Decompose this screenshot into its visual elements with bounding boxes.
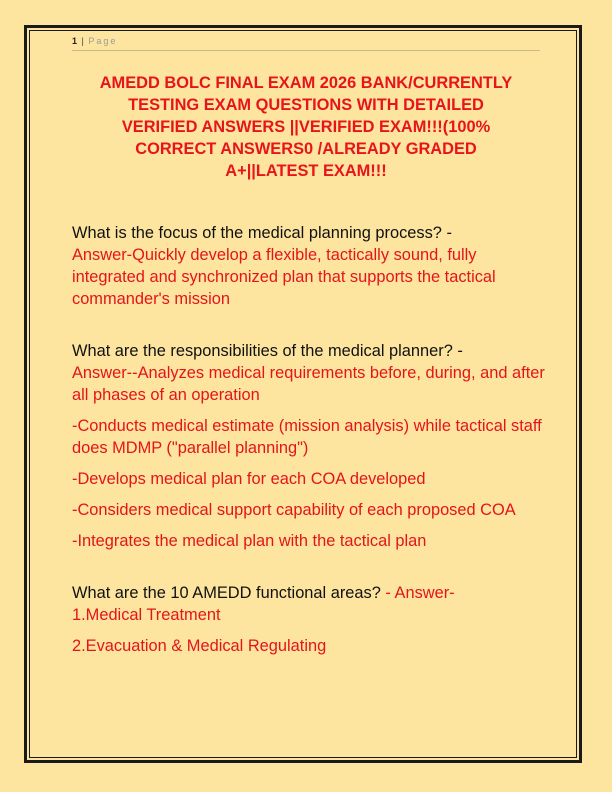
question-line [72,582,548,604]
answer-item: -Develops medical plan for each COA developed [72,470,426,488]
answer-item: 2.Evacuation & Medical Regulating [72,637,327,655]
answer-item: -Integrates the medical plan with the tactical plan [72,532,427,550]
answer-item: -Conducts medical estimate (mission analysis) while tactical staff does MDMP ("parallel planning") [72,417,542,457]
page-separator: | [81,36,84,46]
document-title [72,72,540,182]
page-word: Page [88,36,118,46]
question-text: What are the responsibilities of the medical planner? - [72,342,463,360]
question-text: What are the 10 AMEDD functional areas? [72,584,381,602]
title-line: A+||LATEST EXAM!!! [225,162,387,180]
question-text: What is the focus of the medical planning process? - [72,224,452,242]
page-number: 1 [72,36,78,46]
qa-block [72,582,548,657]
title-line: CORRECT ANSWERS0 /ALREADY GRADED [135,140,477,158]
title-line: VERIFIED ANSWERS ||VERIFIED EXAM!!!(100% [121,118,491,136]
title-line: AMEDD BOLC FINAL EXAM 2026 BANK/CURRENTLY [99,74,513,92]
page-header [72,36,117,46]
answer-text: Answer-Quickly develop a flexible, tactically sound, fully integrated and synchronized plan that supports the tactical commander's mission [72,246,496,308]
answer-text: Answer--Analyzes medical requirements before, during, and after all phases of an operation [72,364,545,404]
answer-text: 1.Medical Treatment [72,606,221,624]
answer-inline: - Answer- [380,584,455,602]
header-rule [72,50,540,51]
qa-block [72,340,548,552]
answer-item: -Considers medical support capability of each proposed COA [72,501,516,519]
qa-block [72,222,548,310]
title-line: TESTING EXAM QUESTIONS WITH DETAILED [128,96,484,114]
qa-content [72,222,548,657]
